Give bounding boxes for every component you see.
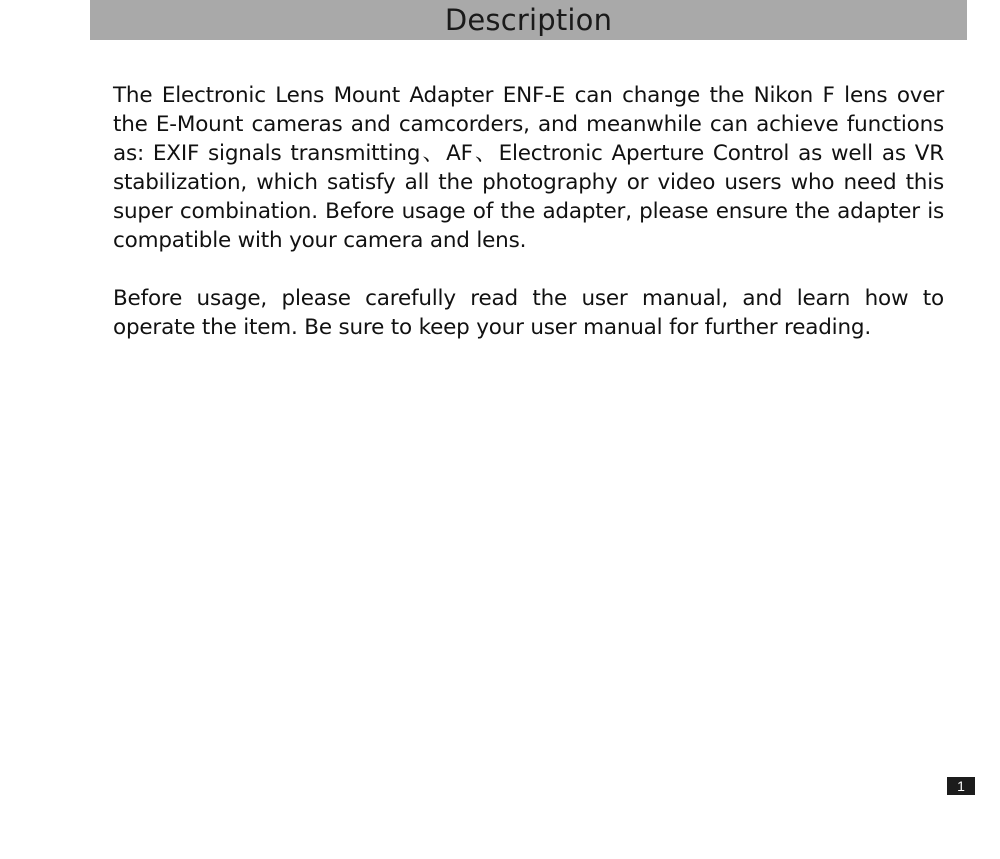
page-title: Description	[444, 3, 613, 37]
paragraph-usage-note: Before usage, please carefully read the user manual, and learn how to operate the item. Be sure to keep your user manual for further reading.	[113, 286, 944, 340]
page-number-badge: 1	[947, 777, 975, 795]
paragraph-intro: The Electronic Lens Mount Adapter ENF-E can change the Nikon F lens over the E-Mount cameras and camcorders, and meanwhile can achieve functions as: EXIF signals transmitting、AF、Electronic Aperture Control as well as VR stabilization, which satisfy all the photography or video users who need this super combination. Before usage of the adapter, please ensure the adapter is compatible with your camera and lens.	[113, 83, 944, 253]
description-body	[113, 81, 944, 342]
section-header	[90, 0, 967, 40]
